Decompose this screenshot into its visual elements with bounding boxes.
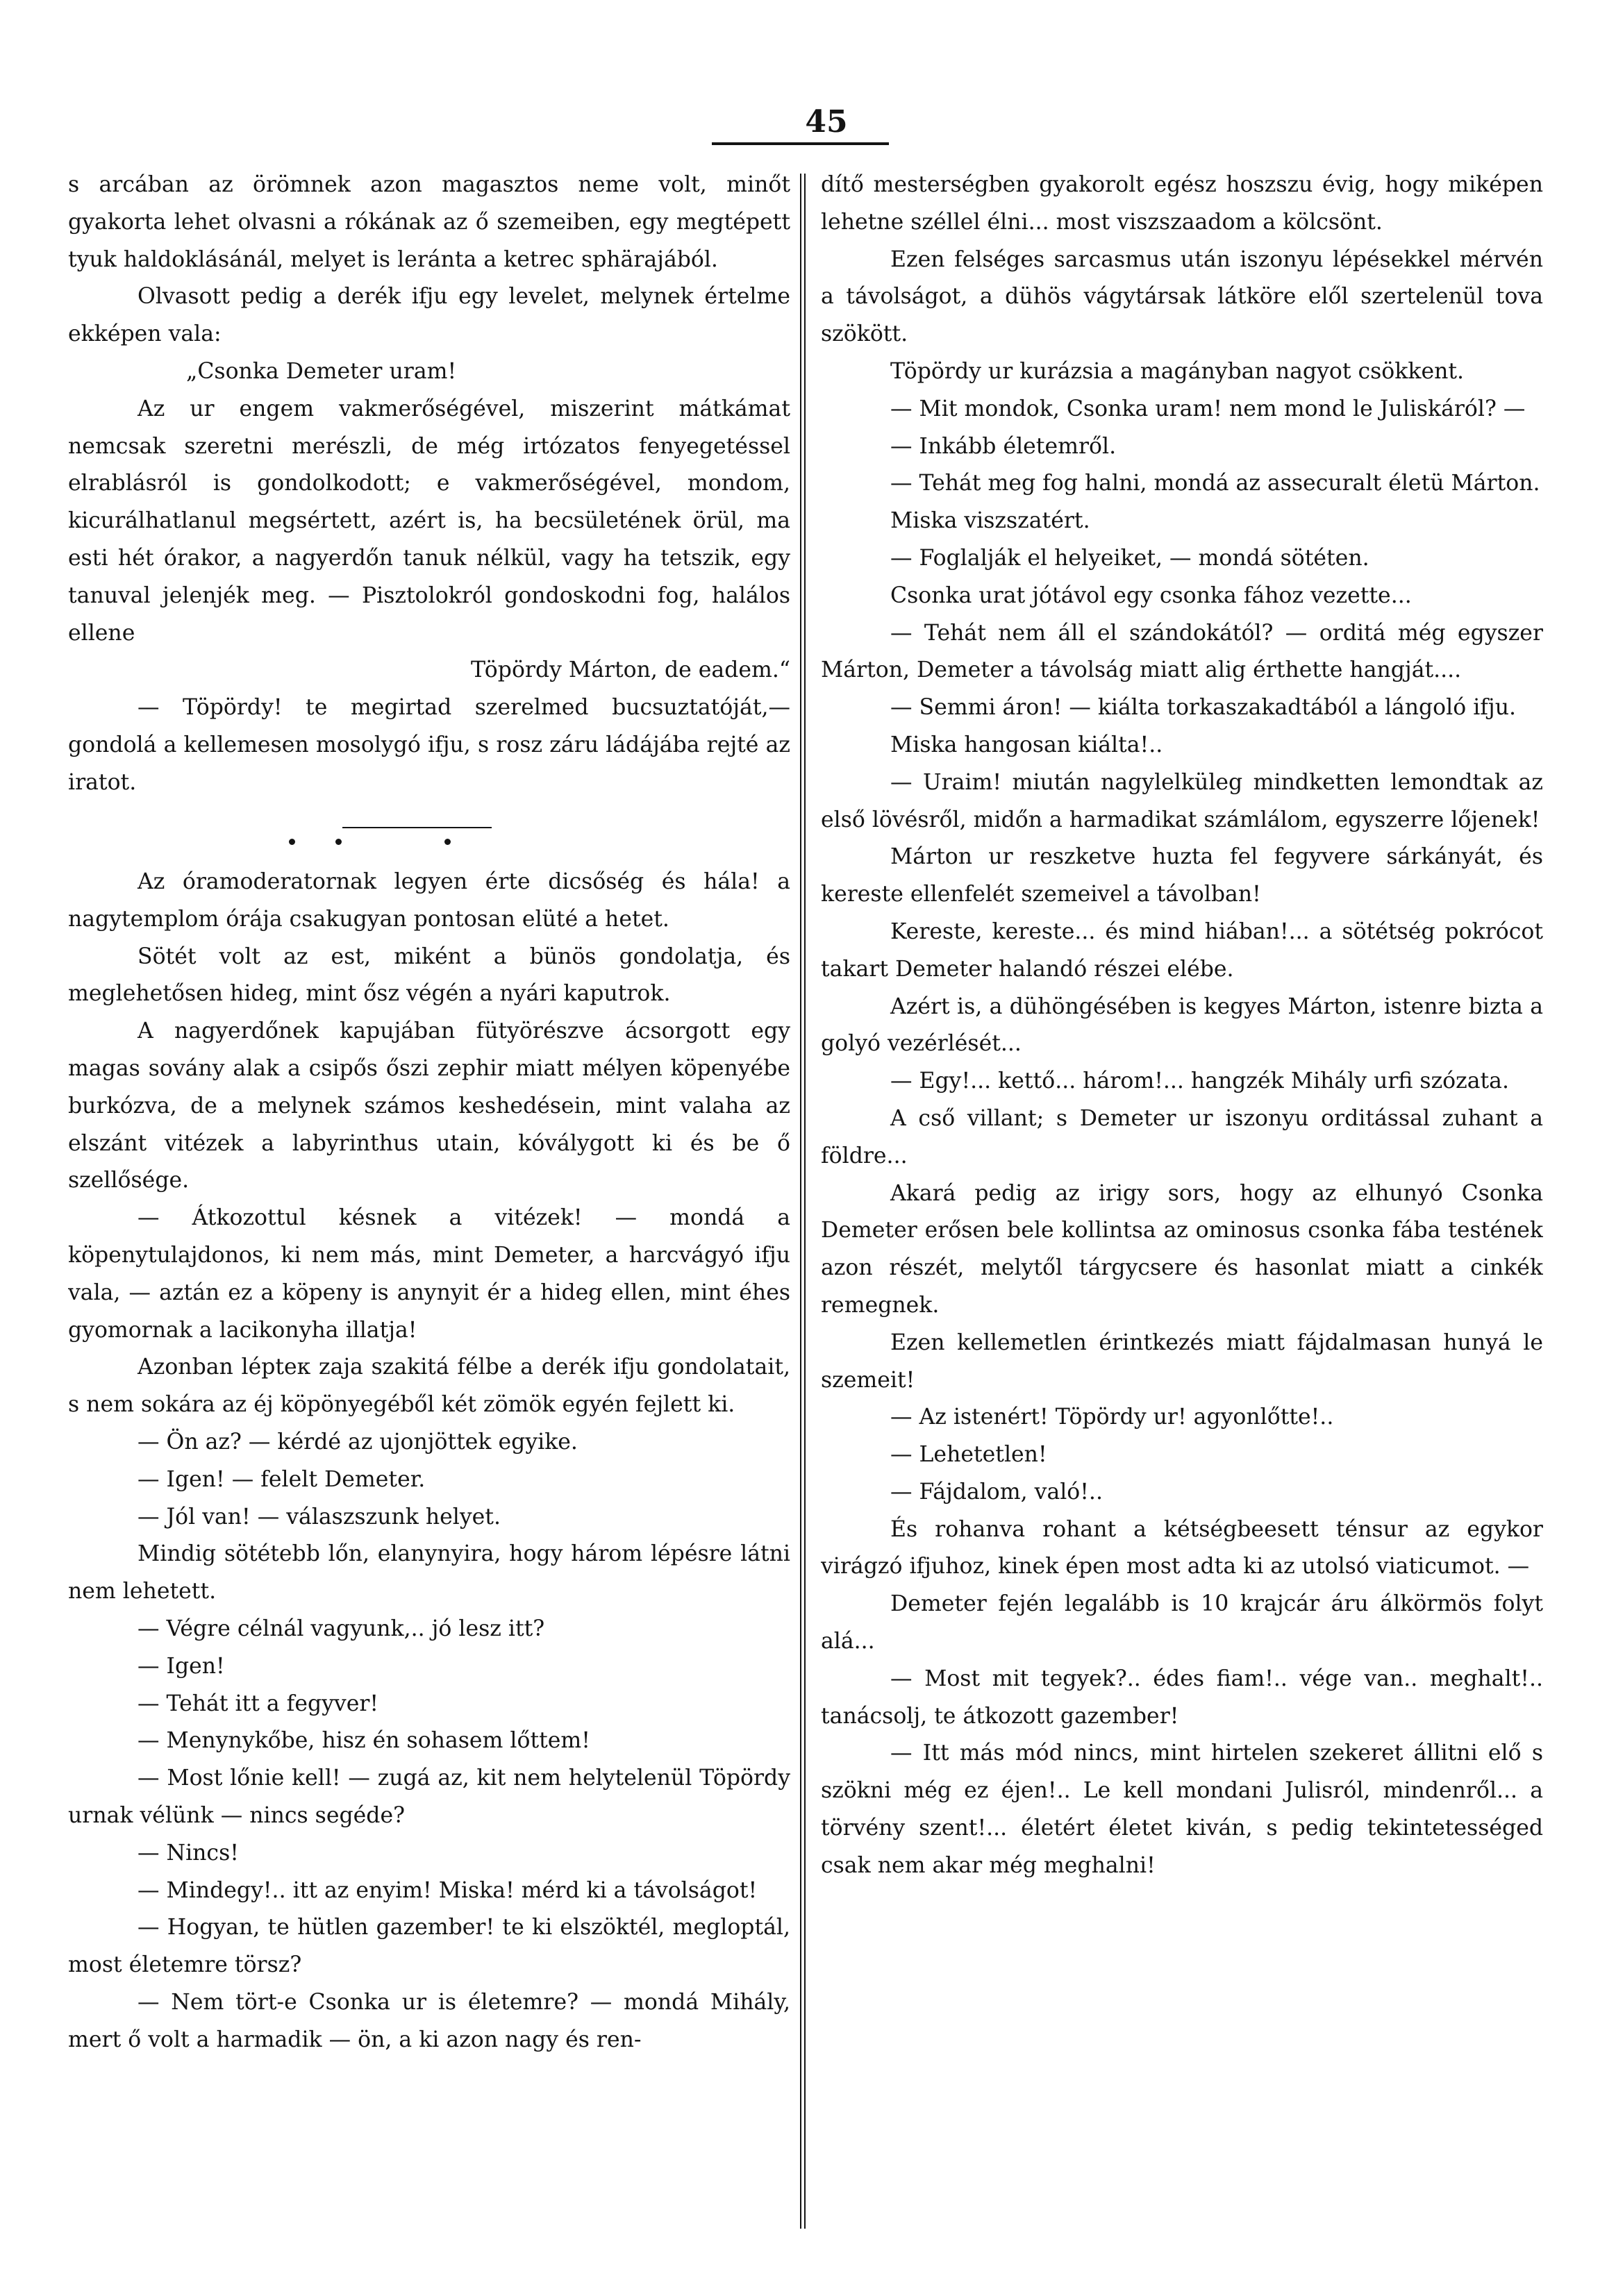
paragraph: Ezen felséges sarcasmus után iszonyu lépésekkel mérvén a távolságot, a dühös vágytársak látköre elől szertelenül tova szökött. bbox=[821, 246, 1543, 347]
dialogue-line: — Tehát nem áll el szándokától? — orditá még egyszer Márton, Demeter a távolság miatt alig érthette hangját.... bbox=[821, 620, 1543, 683]
letter-salutation: „Csonka Demeter uram! bbox=[186, 358, 457, 384]
header-rule bbox=[712, 142, 889, 145]
ornament-dot bbox=[289, 839, 295, 845]
paragraph: Azonban lépteк zaja szakitá félbe a derék ifju gondolatait, s nem sokára az éj köpönyegéből két zömök egyén fejlett ki. bbox=[68, 1355, 790, 1418]
paragraph: Csonka urat jótávol egy csonka fához vezette... bbox=[890, 583, 1412, 608]
paragraph: Akará pedig az irigy sors, hogy az elhunyó Csonka Demeter erősen bele kollintsa az ominosus csonka fába testének azon részét, melytől tárgycsere és hasonlat miatt a cinkék remegnek. bbox=[821, 1180, 1543, 1318]
dialogue-line: — Tehát itt a fegyver! bbox=[138, 1691, 379, 1716]
dialogue-line: — Fájdalom, való!.. bbox=[890, 1479, 1103, 1505]
dialogue-line: — Tehát meg fog halni, mondá az assecuralt életü Márton. bbox=[890, 471, 1540, 496]
paragraph: Azért is, a dühöngésében is kegyes Márton, istenre bizta a golyó vezérlését... bbox=[821, 994, 1543, 1057]
dialogue-line: — Jól van! — válaszszunk helyet. bbox=[138, 1504, 501, 1530]
dialogue-line: — Semmi áron! — kiálta torkaszakadtából a lángoló ifju. bbox=[890, 695, 1516, 721]
paragraph: A nagyerdőnek kapujában fütyörészve ácsorgott egy magas sovány alak a csipős őszi zephir miatt mélyen köpenyébe burkózva, de a melynek számos keshedésein, mint valaha az elszánt vitézek a labyrinthus utain, kóválygott ki és be ő szellősége. bbox=[68, 1019, 790, 1193]
dialogue-line: — Ön az? — kérdé az ujonjöttek egyike. bbox=[138, 1429, 578, 1455]
ornament-dot bbox=[335, 839, 342, 845]
dialogue-line: — Nem tört-e Csonka ur is életemre? — mondá Mihály, mert ő volt a harmadik — ön, a ki azon nagy és ren- bbox=[68, 1989, 790, 2052]
ornament-rule bbox=[342, 827, 492, 828]
dialogue-line: — Most mit tegyek?.. édes fiam!.. vége van.. meghalt!.. tanácsolj, te átkozott gazember! bbox=[821, 1666, 1543, 1729]
ornament-dot bbox=[444, 839, 451, 845]
column-divider bbox=[800, 174, 806, 2229]
dialogue-line: — Nincs! bbox=[138, 1840, 239, 1866]
right-column bbox=[821, 167, 1543, 2243]
dialogue-line: — Most lőnie kell! — zugá az, kit nem helytelenül Töpördy urnak vélünk — nincs segéde? bbox=[68, 1766, 790, 1828]
paragraph: Kereste, kereste... és mind hiában!... a sötétség pokrócot takart Demeter halandó részei elébe. bbox=[821, 919, 1543, 982]
letter-body: Az ur engem vakmerőségével, miszerint mátkámat nemcsak szeretni merészli, de még irtózatos fenyegetéssel elrablásról is gondolkodott; e vakmerőségével, mondom, kicurálhatlanul megsértett, azért is, ha becsületének örül, ma esti hét órakor, a nagyerdőn tanuk nélkül, vagy ha tetszik, egy tanuval jelenjék meg. — Pisztolokról gondoskodni fog, halálos ellene bbox=[68, 396, 790, 646]
paragraph: Márton ur reszketve huzta fel fegyvere sárkányát, és kereste ellenfelét szemeivel a távolban! bbox=[821, 844, 1543, 907]
paragraph: dítő mesterségben gyakorolt egész hoszszu évig, hogy miképen lehetne széllel élni... most viszszaadom a kölcsönt. bbox=[821, 172, 1543, 235]
dialogue-line: — Inkább életemről. bbox=[890, 433, 1117, 459]
paragraph: Olvasott pedig a derék ifju egy levelet, melynek értelme ekképen vala: bbox=[68, 284, 790, 347]
dialogue-line: — Igen! bbox=[138, 1653, 225, 1679]
dialogue-line: — Az istenért! Töpördy ur! agyonlőtte!.. bbox=[890, 1405, 1334, 1430]
paragraph: Az óramoderatornak legyen érte dicsőség és hála! a nagytemplom órája csakugyan pontosan elüté a hetet. bbox=[68, 869, 790, 932]
dialogue-line: — Uraim! miután nagylelküleg mindketten lemondtak az első lövésről, midőn a harmadikat számlálom, egyszerre lőjenek! bbox=[821, 769, 1543, 832]
paragraph: Miska viszszatért. bbox=[890, 508, 1090, 534]
paragraph: A cső villant; s Demeter ur iszonyu orditással zuhant a földre... bbox=[821, 1105, 1543, 1168]
left-column bbox=[68, 167, 790, 2243]
paragraph: Miska hangosan kiálta!.. bbox=[890, 732, 1163, 757]
paragraph: s arcában az örömnek azon magasztos neme volt, minőt gyakorta lehet olvasni a rókának az ő szemeiben, egy megtépett tyuk haldoklásánál, melyet is leránta a ketrec sphärajából. bbox=[68, 172, 790, 272]
letter-signature: Töpördy Márton, de eadem.“ bbox=[471, 657, 790, 683]
paragraph: Demeter fején legalább is 10 krajcár áru álkörmös folyt alá... bbox=[821, 1591, 1543, 1654]
dialogue-line: — Végre célnál vagyunk,.. jó lesz itt? bbox=[138, 1616, 545, 1641]
paragraph: Mindig sötétebb lőn, elanynyira, hogy három lépésre látni nem lehetett. bbox=[68, 1541, 790, 1604]
paragraph: Töpördy ur kurázsia a magányban nagyot csökkent. bbox=[890, 358, 1465, 384]
dialogue-line: — Egy!... kettő... három!... hangzék Mihály urfi szózata. bbox=[890, 1069, 1509, 1094]
dialogue-line: — Lehetetlen! bbox=[890, 1442, 1047, 1468]
paragraph: Ezen kellemetlen érintkezés miatt fájdalmasan hunyá le szemeit! bbox=[821, 1330, 1543, 1393]
paragraph: — Töpördy! te megirtad szerelmed bucsuztatóját,— gondolá a kellemesen mosolygó ifju, s rosz záru ládájába rejté az iratot. bbox=[68, 695, 790, 795]
left-column-lower bbox=[68, 864, 790, 2059]
dialogue-line: — Itt más mód nincs, mint hirtelen szekeret állitni elő s szökni még ez éjen!.. Le kell mondani Julisról, mindenről... a törvény szent!... életért életet kiván, s pedig tekintetességed csak nem akar még meghalni! bbox=[821, 1741, 1543, 1878]
dialogue-line: — Igen! — felelt Demeter. bbox=[138, 1466, 426, 1492]
dialogue-line: — Hogyan, te hütlen gazember! te ki elszöktél, megloptál, most életemre törsz? bbox=[68, 1915, 790, 1978]
dialogue-line: — Mit mondok, Csonka uram! nem mond le Juliskáról? — bbox=[890, 396, 1526, 421]
dialogue-line: — Mindegy!.. itt az enyim! Miska! mérd ki a távolságot! bbox=[138, 1877, 758, 1903]
paragraph: Sötét volt az est, miként a bünös gondolatja, és meglehetősen hideg, mint ősz végén a nyári kaputrok. bbox=[68, 944, 790, 1007]
section-break-ornament bbox=[68, 822, 790, 860]
page-number: 45 bbox=[805, 104, 848, 140]
paragraph: — Átkozottul késnek a vitézek! — mondá a köpenytulajdonos, ki nem más, mint Demeter, a harcvágyó ifju vala, — aztán ez a köpeny is anynyit ér a hideg ellen, mint éhes gyomornak a lacikonyha illatja! bbox=[68, 1205, 790, 1343]
paragraph: És rohanva rohant a kétségbeesett ténsur az egykor virágzó ifjuhoz, kinek épen most adta ki az utolsó viaticumot. — bbox=[821, 1516, 1543, 1579]
dialogue-line: — Foglalják el helyeiket, — mondá sötéten. bbox=[890, 545, 1369, 571]
dialogue-line: — Menynykőbe, hisz én sohasem lőttem! bbox=[138, 1728, 590, 1754]
